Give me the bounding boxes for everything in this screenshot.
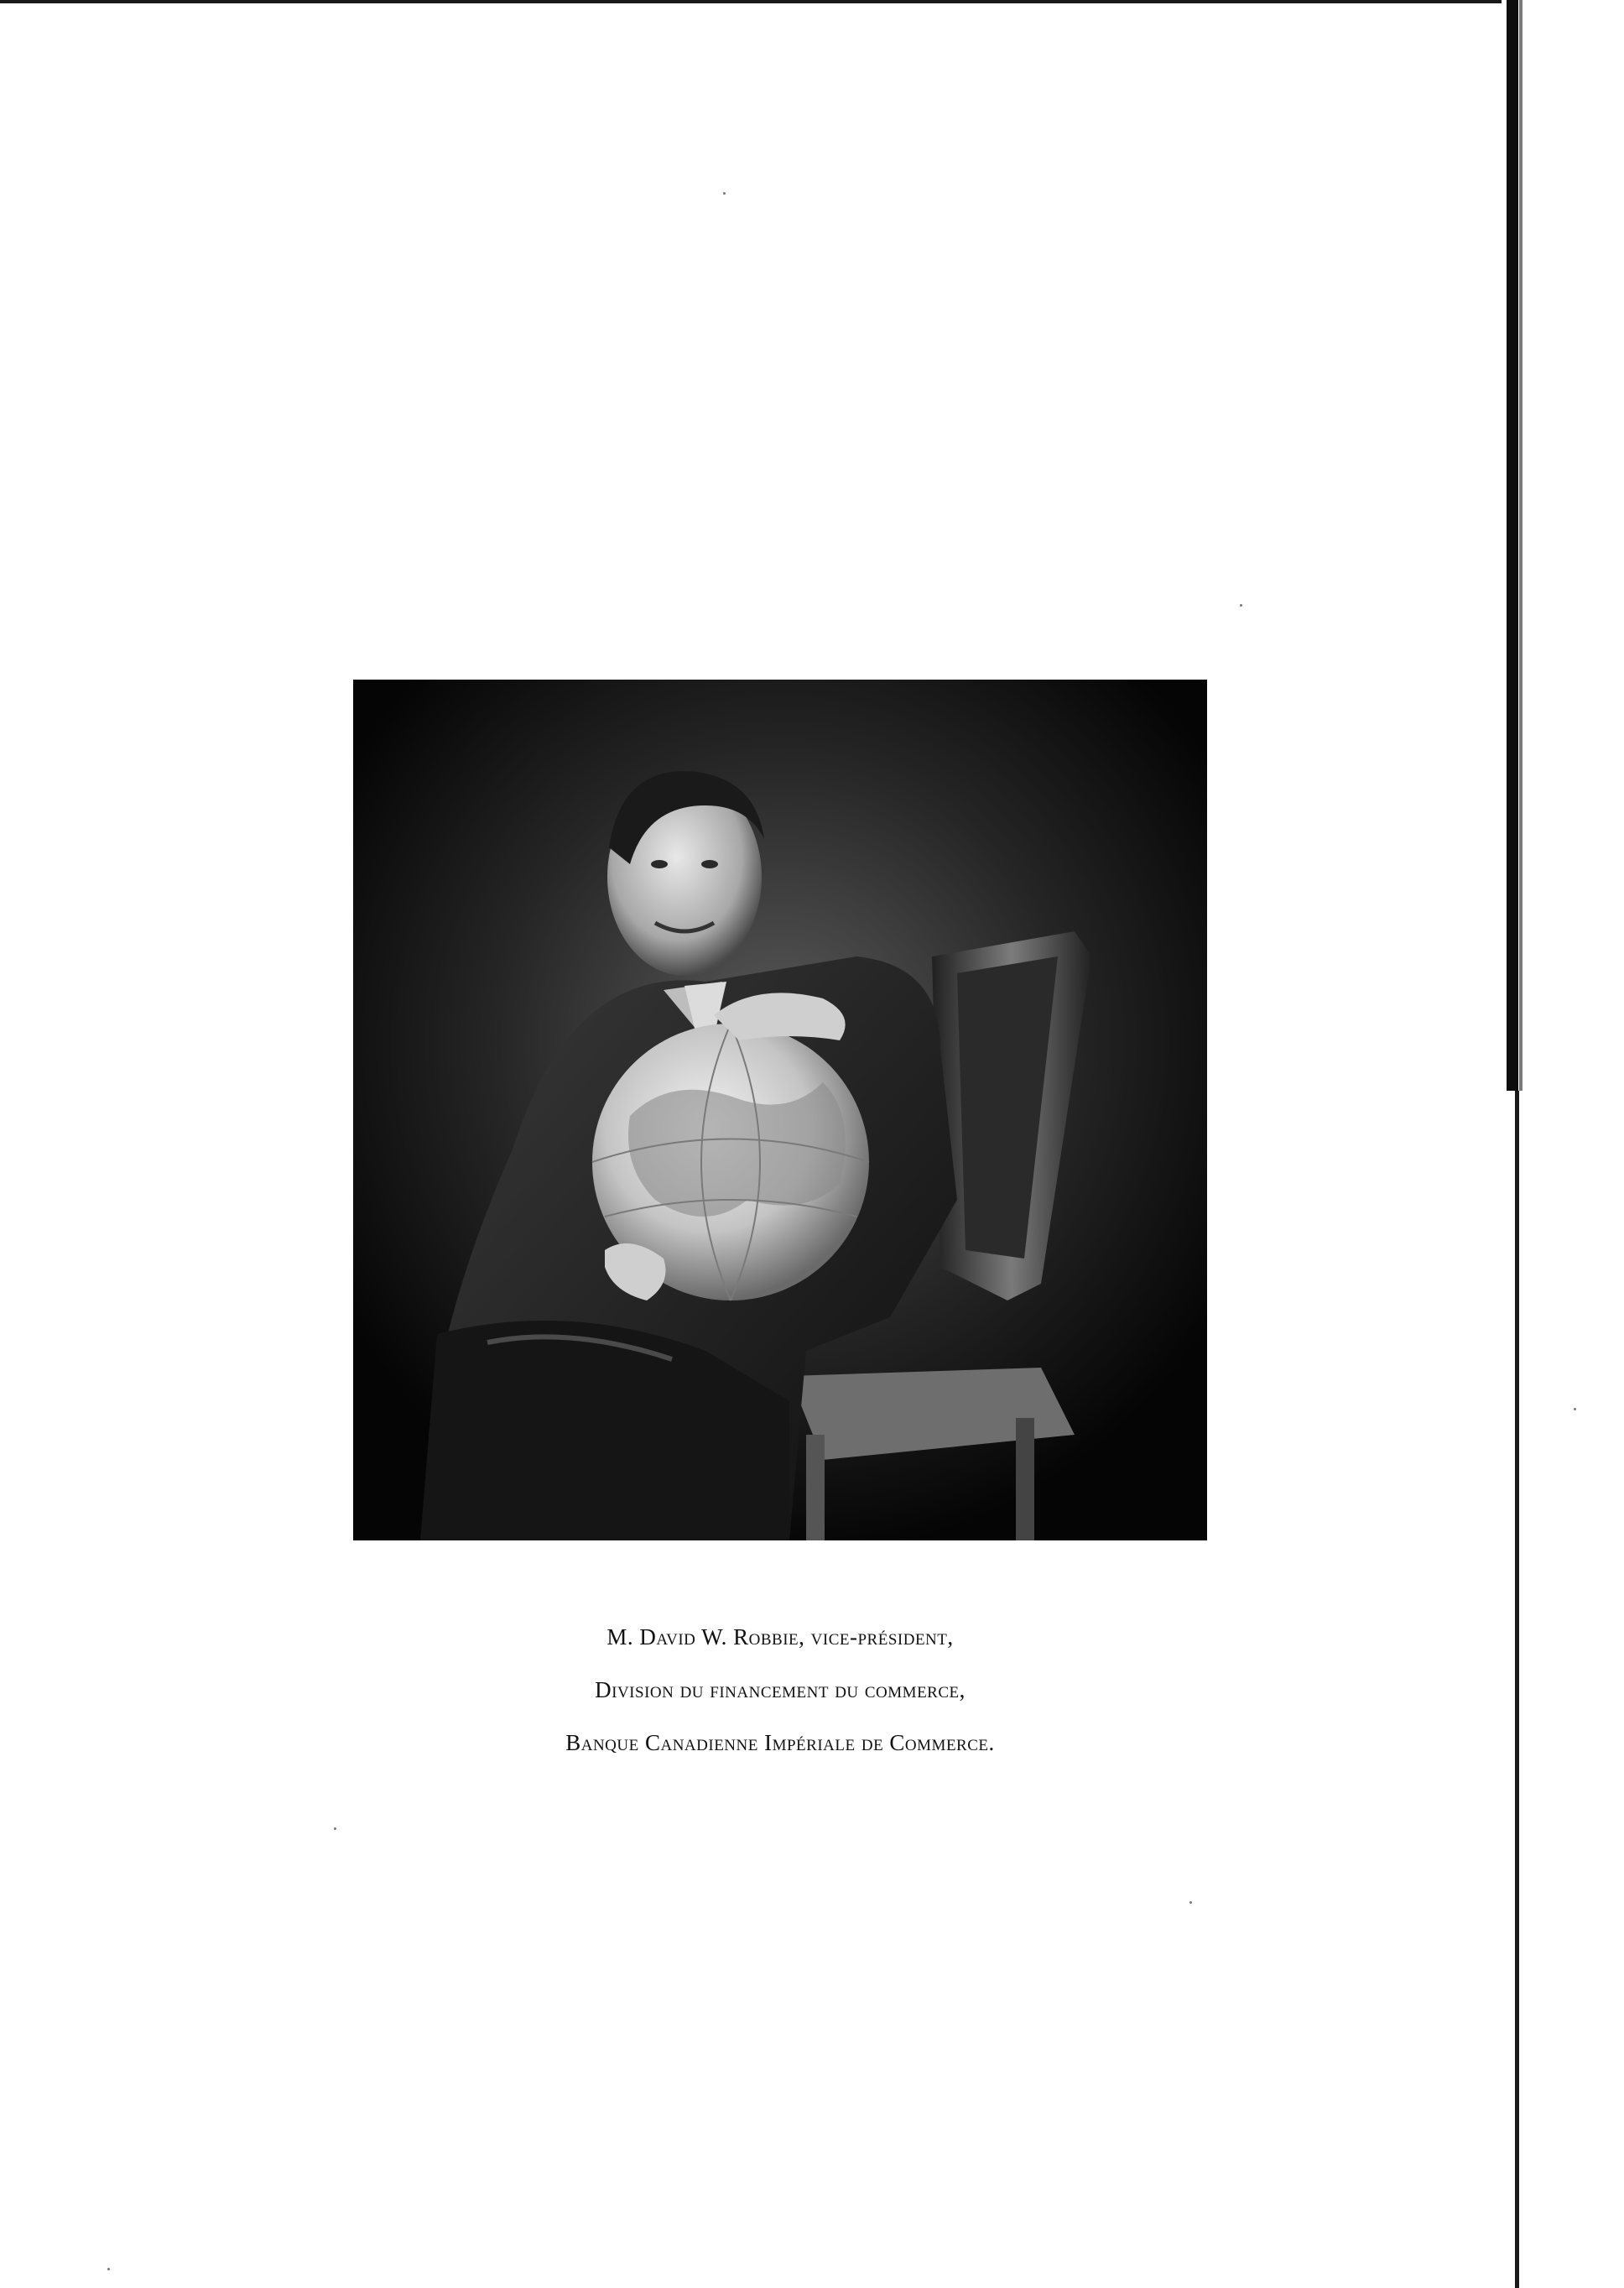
photo-caption (353, 1624, 1207, 1783)
caption-name-title: M. David W. Robbie, vice-président, (606, 1624, 954, 1650)
portrait-illustration (353, 680, 1207, 1540)
caption-division: Division du financement du commerce, (595, 1677, 966, 1702)
scan-border-right-lower (1515, 1091, 1519, 2288)
scan-speck (1240, 604, 1242, 607)
scan-border-right (1507, 0, 1518, 1091)
scan-border-right-shadow (1519, 0, 1522, 1091)
scan-border-top (0, 0, 1502, 3)
scan-speck (1189, 1901, 1192, 1904)
scan-speck (1574, 1408, 1576, 1410)
caption-bank: Banque Canadienne Impériale de Commerce. (565, 1730, 995, 1755)
scan-speck (334, 1827, 336, 1830)
scan-speck (723, 192, 726, 195)
portrait-photo (353, 680, 1207, 1540)
scan-speck (107, 2268, 110, 2270)
